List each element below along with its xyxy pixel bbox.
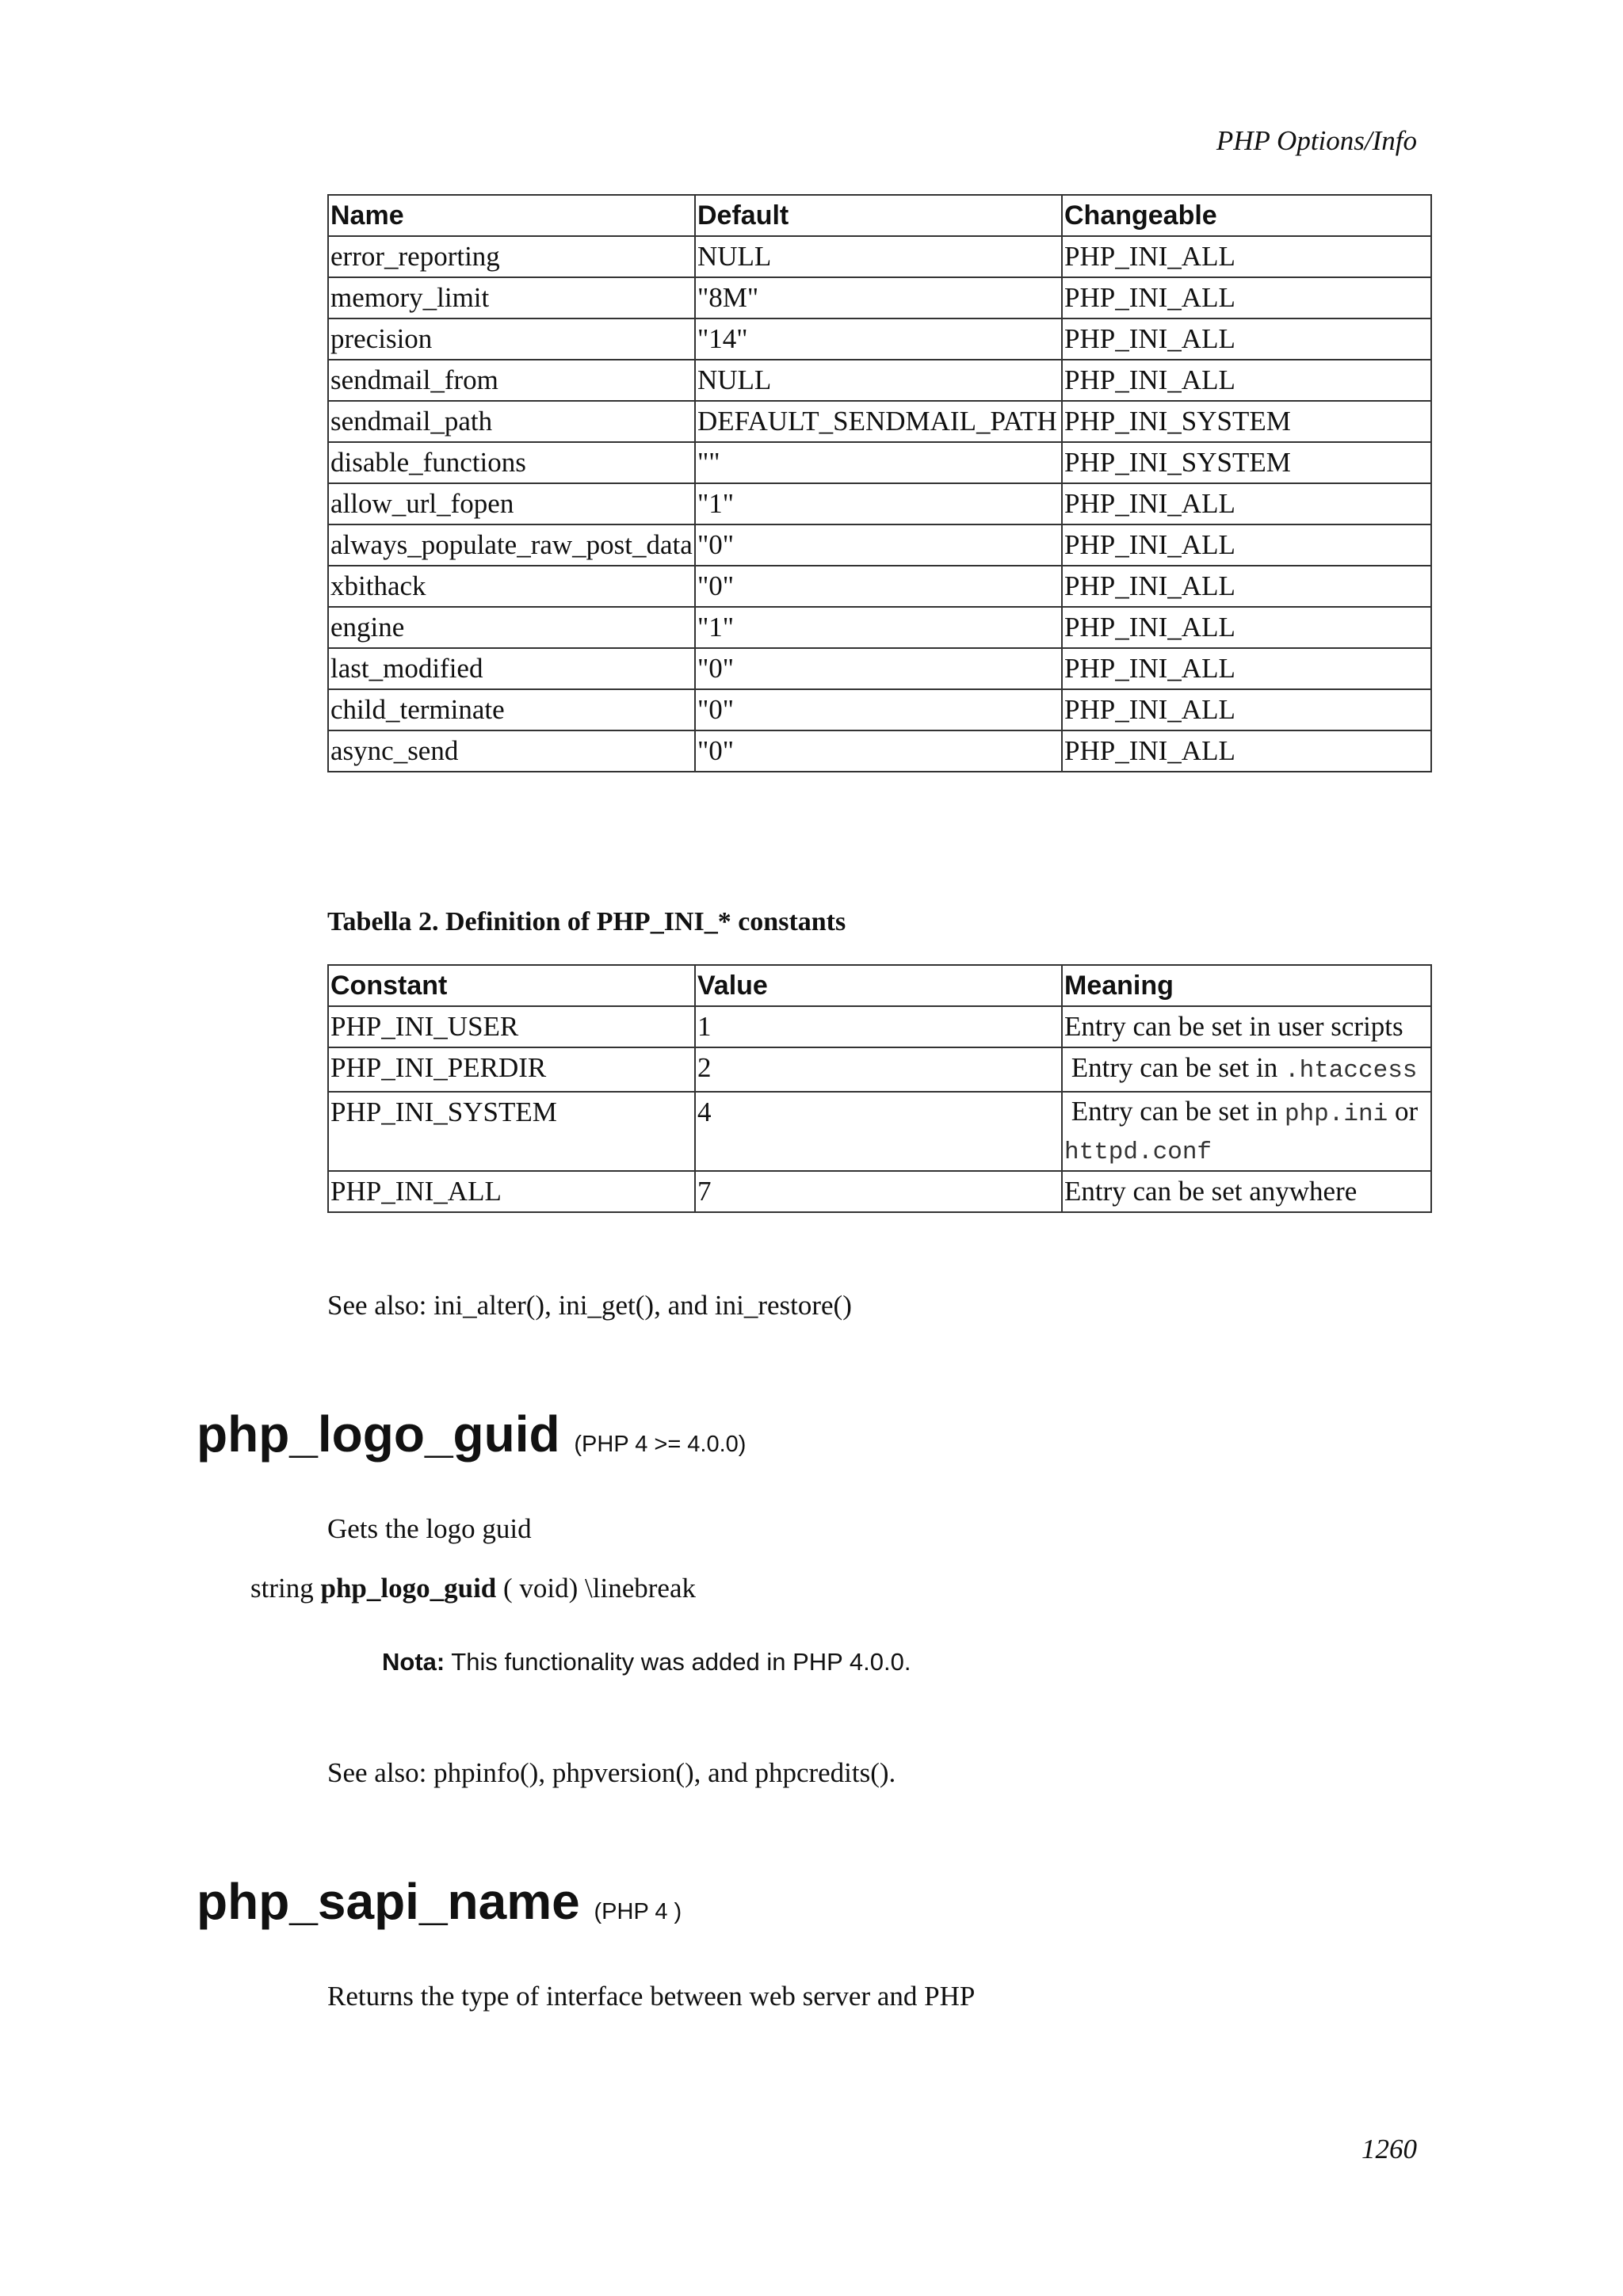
table-row — [328, 318, 1431, 360]
column-header: Value — [695, 965, 1062, 1006]
cell-meaning: Entry can be set in user scripts — [1062, 1006, 1431, 1047]
function-description: Returns the type of interface between web server and PHP — [327, 1981, 976, 2012]
table-row — [328, 1047, 1431, 1092]
table-row — [328, 236, 1431, 277]
function-signature — [250, 1573, 696, 1604]
cell-default: DEFAULT_SENDMAIL_PATH — [695, 401, 1062, 442]
code-htaccess: .htaccess — [1284, 1057, 1418, 1085]
cell-default: "0" — [695, 689, 1062, 730]
cell-meaning — [1062, 1092, 1431, 1171]
code-httpd-conf: httpd.conf — [1064, 1138, 1212, 1166]
cell-value: 7 — [695, 1171, 1062, 1212]
signature-name: php_logo_guid — [320, 1573, 497, 1604]
cell-value: 4 — [695, 1092, 1062, 1171]
cell-changeable: PHP_INI_ALL — [1062, 607, 1431, 648]
table-caption: Tabella 2. Definition of PHP_INI_* constants — [327, 907, 846, 936]
cell-default: "0" — [695, 524, 1062, 566]
cell-name: xbithack — [328, 566, 695, 607]
function-title: php_logo_guid — [197, 1405, 560, 1463]
see-also-ini: See also: ini_alter(), ini_get(), and ini_restore() — [327, 1290, 852, 1321]
page-number: 1260 — [1361, 2134, 1417, 2164]
cell-default: "1" — [695, 607, 1062, 648]
cell-changeable: PHP_INI_ALL — [1062, 524, 1431, 566]
table-header-row — [328, 195, 1431, 236]
table-row — [328, 401, 1431, 442]
cell-changeable: PHP_INI_ALL — [1062, 360, 1431, 401]
cell-name: disable_functions — [328, 442, 695, 483]
cell-meaning — [1062, 1047, 1431, 1092]
cell-default: "" — [695, 442, 1062, 483]
table-row — [328, 566, 1431, 607]
cell-name: async_send — [328, 730, 695, 772]
cell-value: 2 — [695, 1047, 1062, 1092]
table-header-row — [328, 965, 1431, 1006]
cell-changeable: PHP_INI_SYSTEM — [1062, 442, 1431, 483]
cell-changeable: PHP_INI_ALL — [1062, 566, 1431, 607]
cell-changeable: PHP_INI_SYSTEM — [1062, 401, 1431, 442]
cell-meaning: Entry can be set anywhere — [1062, 1171, 1431, 1212]
table-row — [328, 730, 1431, 772]
note-label: Nota: — [382, 1648, 445, 1676]
running-head: PHP Options/Info — [1216, 125, 1417, 156]
column-header: Constant — [328, 965, 695, 1006]
cell-name: sendmail_from — [328, 360, 695, 401]
cell-default: "0" — [695, 566, 1062, 607]
cell-name: child_terminate — [328, 689, 695, 730]
table-row — [328, 277, 1431, 318]
cell-constant: PHP_INI_SYSTEM — [328, 1092, 695, 1171]
column-header: Default — [695, 195, 1062, 236]
cell-default: "0" — [695, 730, 1062, 772]
cell-name: always_populate_raw_post_data — [328, 524, 695, 566]
cell-changeable: PHP_INI_ALL — [1062, 648, 1431, 689]
see-also-logo: See also: phpinfo(), phpversion(), and phpcredits(). — [327, 1757, 896, 1788]
version-info: (PHP 4 ) — [594, 1899, 682, 1924]
table-row — [328, 689, 1431, 730]
cell-default: NULL — [695, 236, 1062, 277]
cell-name: memory_limit — [328, 277, 695, 318]
cell-changeable: PHP_INI_ALL — [1062, 236, 1431, 277]
column-header: Meaning — [1062, 965, 1431, 1006]
cell-name: sendmail_path — [328, 401, 695, 442]
cell-constant: PHP_INI_USER — [328, 1006, 695, 1047]
cell-changeable: PHP_INI_ALL — [1062, 318, 1431, 360]
table-row — [328, 648, 1431, 689]
cell-changeable: PHP_INI_ALL — [1062, 689, 1431, 730]
table-row — [328, 442, 1431, 483]
table-row — [328, 1006, 1431, 1047]
table-row — [328, 607, 1431, 648]
table-row — [328, 1092, 1431, 1171]
ini-options-table — [327, 194, 1432, 772]
cell-name: precision — [328, 318, 695, 360]
cell-name: allow_url_fopen — [328, 483, 695, 524]
cell-constant: PHP_INI_ALL — [328, 1171, 695, 1212]
function-description: Gets the logo guid — [327, 1513, 532, 1544]
function-title: php_sapi_name — [197, 1873, 580, 1930]
signature-type: string — [250, 1573, 314, 1604]
cell-default: "14" — [695, 318, 1062, 360]
cell-default: "0" — [695, 648, 1062, 689]
code-php-ini: php.ini — [1284, 1100, 1388, 1128]
cell-changeable: PHP_INI_ALL — [1062, 277, 1431, 318]
cell-changeable: PHP_INI_ALL — [1062, 483, 1431, 524]
table-row — [328, 1171, 1431, 1212]
function-heading-sapi-name — [197, 1872, 682, 1931]
table-row — [328, 360, 1431, 401]
meaning-text: Entry can be set in — [1071, 1096, 1278, 1127]
cell-default: NULL — [695, 360, 1062, 401]
cell-changeable: PHP_INI_ALL — [1062, 730, 1431, 772]
signature-params: ( void) \linebreak — [503, 1573, 696, 1604]
cell-constant: PHP_INI_PERDIR — [328, 1047, 695, 1092]
cell-value: 1 — [695, 1006, 1062, 1047]
cell-default: "1" — [695, 483, 1062, 524]
cell-name: error_reporting — [328, 236, 695, 277]
meaning-or: or — [1394, 1096, 1419, 1127]
cell-default: "8M" — [695, 277, 1062, 318]
note — [382, 1648, 911, 1676]
table-row — [328, 524, 1431, 566]
note-text: This functionality was added in PHP 4.0.0. — [451, 1648, 911, 1676]
cell-name: engine — [328, 607, 695, 648]
table-row — [328, 483, 1431, 524]
column-header: Changeable — [1062, 195, 1431, 236]
constants-table — [327, 964, 1432, 1213]
column-header: Name — [328, 195, 695, 236]
cell-name: last_modified — [328, 648, 695, 689]
version-info: (PHP 4 >= 4.0.0) — [574, 1432, 747, 1457]
meaning-text: Entry can be set in — [1071, 1052, 1278, 1083]
function-heading-logo-guid — [197, 1405, 746, 1463]
